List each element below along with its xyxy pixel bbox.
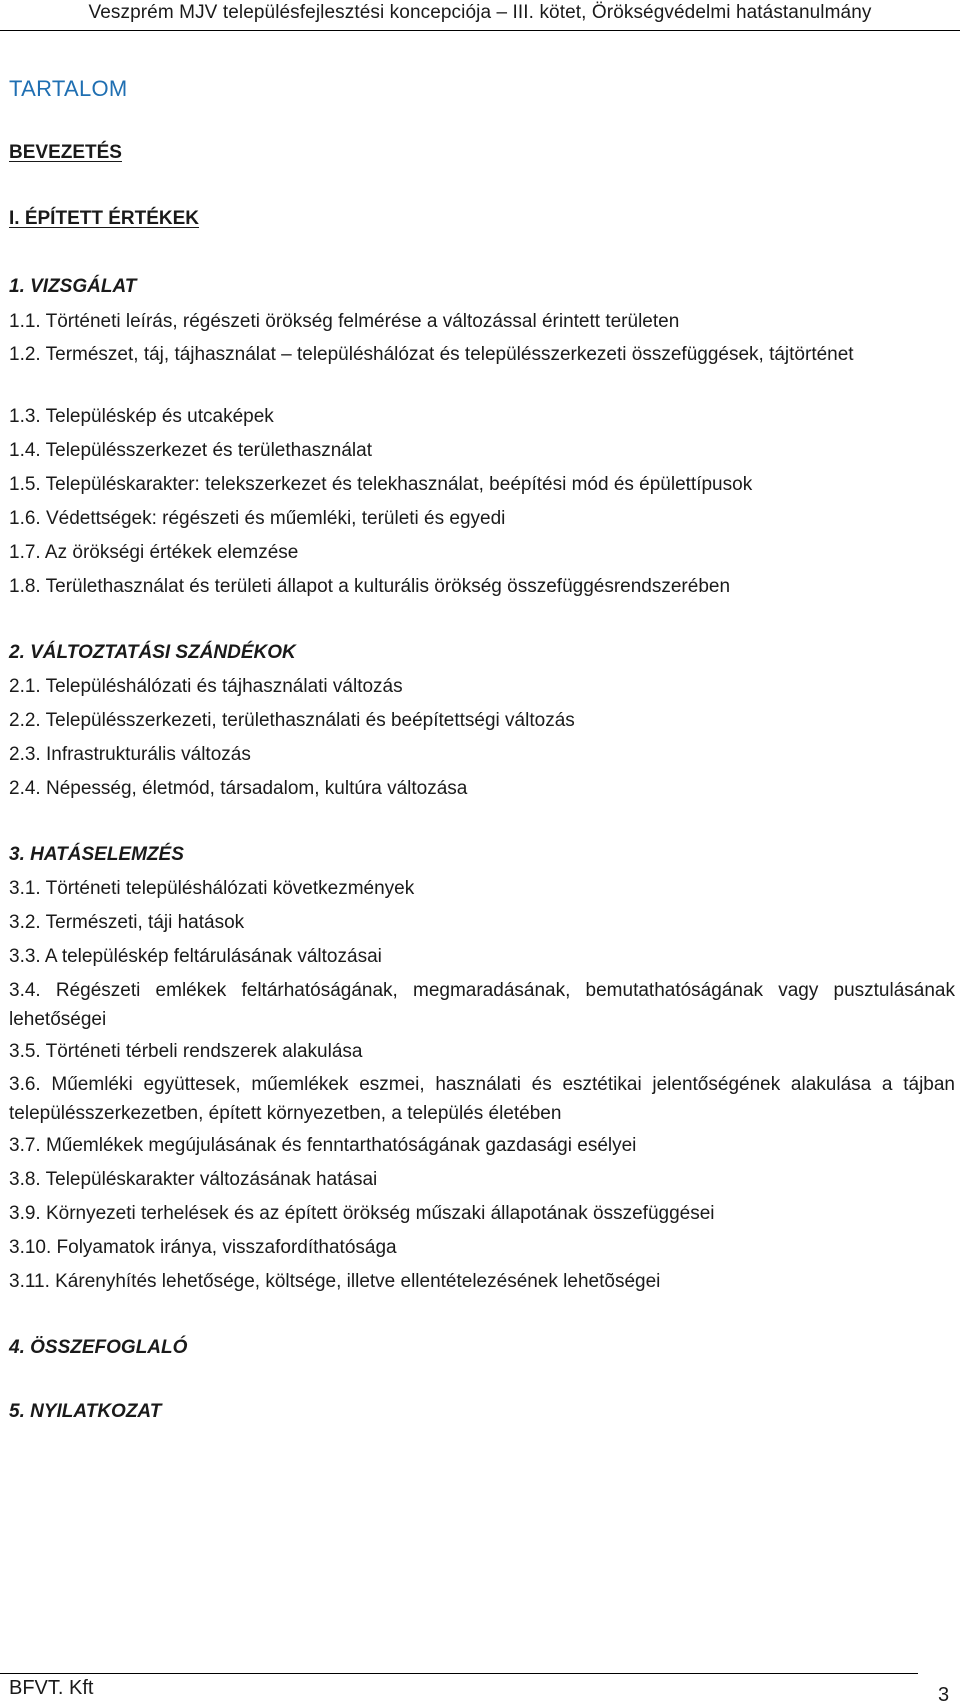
toc-entry-1-7[interactable]: 1.7. Az örökségi értékek elemzése xyxy=(9,542,299,563)
toc-section-3-title[interactable]: 3. HATÁSELEMZÉS xyxy=(9,844,184,865)
toc-entry-1-8[interactable]: 1.8. Területhasználat és területi állapot a kulturális örökség összefüggésrendszerében xyxy=(9,576,731,597)
toc-entry-1-3[interactable]: 1.3. Településkép és utcaképek xyxy=(9,406,274,427)
toc-heading: TARTALOM xyxy=(9,76,128,101)
page-number: 3 xyxy=(938,1684,950,1706)
header-title: Veszprém MJV településfejlesztési koncepciója – III. kötet, Örökségvédelmi hatástanulmány xyxy=(88,2,872,23)
toc-entry-1-4[interactable]: 1.4. Településszerkezet és területhasználat xyxy=(9,440,372,461)
toc-entry-3-1[interactable]: 3.1. Történeti településhálózati következmények xyxy=(9,878,415,899)
toc-section-5-title[interactable]: 5. NYILATKOZAT xyxy=(9,1401,162,1422)
page-footer xyxy=(0,1673,918,1706)
toc-entry-3-9[interactable]: 3.9. Környezeti terhelések és az épített örökség műszaki állapotának összefüggései xyxy=(9,1203,715,1224)
toc-entry-3-3[interactable]: 3.3. A településkép feltárulásának változásai xyxy=(9,946,382,967)
toc-entry-3-8[interactable]: 3.8. Településkarakter változásának hatásai xyxy=(9,1169,378,1190)
toc-entry-2-1[interactable]: 2.1. Településhálózati és tájhasználati változás xyxy=(9,676,403,697)
toc-entry-3-10[interactable]: 3.10. Folyamatok iránya, visszafordíthatósága xyxy=(9,1237,397,1258)
toc-entry-1-1[interactable]: 1.1. Történeti leírás, régészeti örökség felmérése a változással érintett területen xyxy=(9,311,680,332)
toc-entry-1-2[interactable]: 1.2. Természet, táj, tájhasználat – településhálózat és településszerkezeti összefüggések, tájtörténet xyxy=(9,344,854,365)
toc-entry-3-2[interactable]: 3.2. Természeti, táji hatások xyxy=(9,912,245,933)
toc-entry-2-3[interactable]: 2.3. Infrastrukturális változás xyxy=(9,744,251,765)
toc-entry-2-2[interactable]: 2.2. Településszerkezeti, területhasználati és beépítettségi változás xyxy=(9,710,575,731)
toc-entry-3-5[interactable]: 3.5. Történeti térbeli rendszerek alakulása xyxy=(9,1041,363,1062)
toc-entry-3-6[interactable]: 3.6. Műemléki együttesek, műemlékek eszmei, használati és esztétikai jelentőségének alakulása a tájban településszerkezetben, épített környezetben, a település életében xyxy=(9,1074,955,1124)
page-header xyxy=(0,0,960,31)
toc-entry-2-4[interactable]: 2.4. Népesség, életmód, társadalom, kultúra változása xyxy=(9,778,468,799)
toc-section-2-title[interactable]: 2. VÁLTOZTATÁSI SZÁNDÉKOK xyxy=(9,642,296,663)
toc-entry-part1[interactable]: I. ÉPÍTETT ÉRTÉKEK xyxy=(9,208,200,229)
toc-entry-3-11[interactable]: 3.11. Kárenyhítés lehetősége, költsége, illetve ellentételezésének lehetõségei xyxy=(9,1271,661,1292)
toc-section-4-title[interactable]: 4. ÖSSZEFOGLALÓ xyxy=(9,1337,188,1358)
toc-section-1-title[interactable]: 1. VIZSGÁLAT xyxy=(9,276,137,297)
toc-entry-bevezetes[interactable]: BEVEZETÉS xyxy=(9,142,122,163)
footer-company: BFVT. Kft xyxy=(9,1677,94,1699)
toc-entry-3-7[interactable]: 3.7. Műemlékek megújulásának és fenntarthatóságának gazdasági esélyei xyxy=(9,1135,637,1156)
toc-entry-1-5[interactable]: 1.5. Településkarakter: telekszerkezet és telekhasználat, beépítési mód és épülettípusok xyxy=(9,474,753,495)
toc-entry-1-6[interactable]: 1.6. Védettségek: régészeti és műemléki, területi és egyedi xyxy=(9,508,506,529)
toc-entry-3-4[interactable]: 3.4. Régészeti emlékek feltárhatóságának, megmaradásának, bemutathatóságának vagy pusztulásának lehetőségei xyxy=(9,980,955,1030)
